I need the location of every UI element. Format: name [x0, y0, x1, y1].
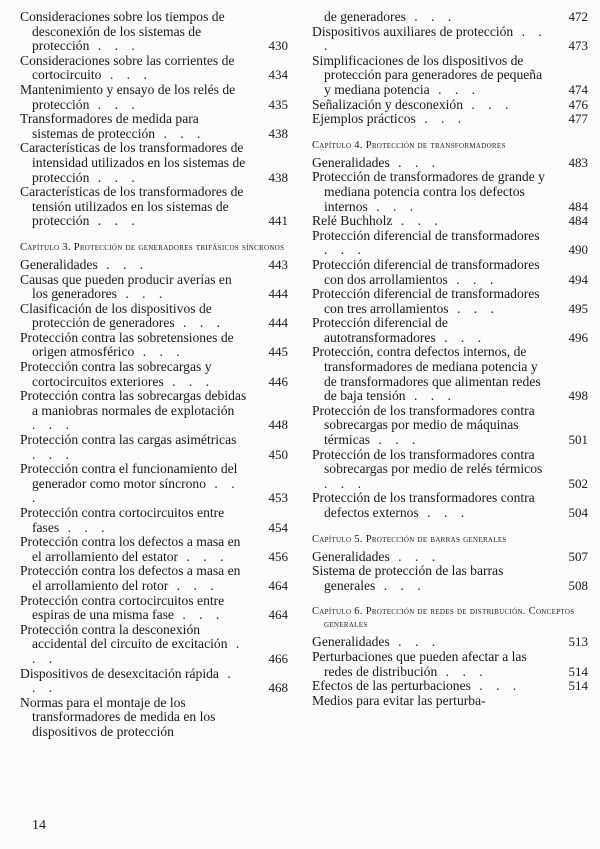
toc-entry [312, 229, 588, 258]
toc-entry-page: 454 [268, 519, 288, 535]
toc-entry-page: 453 [268, 490, 288, 506]
toc-entry [312, 448, 588, 492]
toc-entry [312, 694, 588, 709]
toc-entry-title: Protección diferencial de transformadores [312, 227, 540, 243]
chapter-3-title: Protección de generadores trifásicos síncronos [73, 241, 285, 253]
toc-entry-page: 494 [568, 271, 588, 287]
toc-leader-dots: . . . [324, 242, 366, 258]
toc-entry-title: Protección de los transformadores contra sobrecargas por medio de máquinas térmicas [312, 402, 535, 448]
toc-entry-page: 514 [568, 663, 588, 679]
toc-leader-dots: . . . [429, 81, 481, 97]
toc-entry-title: Protección contra cortocircuitos entre espiras de una misma fase [20, 592, 225, 623]
toc-leader-dots: . . . [389, 154, 441, 170]
toc-entry-title: Mantenimiento y ensayo de los relés de protección [20, 81, 236, 112]
toc-entry-page: 444 [268, 286, 288, 302]
toc-entry-page: 513 [568, 634, 588, 650]
toc-entry [312, 404, 588, 448]
toc-entry-page: 466 [268, 650, 288, 666]
toc-leader-dots: . . . [370, 432, 421, 448]
chapter-4-label: Capítulo 4. [312, 139, 363, 151]
toc-entry-title: Señalización y desconexión [312, 96, 463, 112]
toc-entry [20, 535, 288, 564]
toc-leader-dots: . . . [448, 300, 499, 316]
toc-leader-dots: . . . [89, 96, 140, 112]
toc-entry [20, 594, 288, 623]
toc-entry-page: 514 [568, 678, 588, 694]
toc-entry-title: Protección contra las cargas asimétricas [20, 432, 237, 448]
toc-leader-dots: . . . [418, 505, 470, 520]
toc-entry-page: 501 [568, 432, 588, 448]
toc-entry [312, 679, 588, 694]
toc-entry [312, 650, 588, 679]
right-entries-d [312, 635, 588, 708]
toc-entry-title: Consideraciones sobre los tiempos de desconexión de los sistemas de protección [20, 9, 225, 54]
toc-entry-title: Protección, contra defectos internos, de transformadores de mediana potencia y de transformadores que alimentan redes de baja tensión [312, 344, 541, 404]
toc-leader-dots: . . . [173, 607, 225, 623]
right-column [312, 10, 588, 708]
toc-entry-page: 456 [268, 548, 288, 564]
toc-entry-page: 464 [268, 577, 288, 593]
toc-entry-page: 468 [268, 680, 288, 696]
toc-leader-dots: . . . [32, 475, 240, 506]
toc-entry [312, 345, 588, 403]
toc-leader-dots: . . . [174, 315, 226, 331]
toc-entry-title: Protección diferencial de transformadores con tres arrollamientos [312, 286, 540, 316]
toc-entry-title: Clasificación de los dispositivos de protección de generadores [20, 300, 212, 331]
toc-entry [20, 389, 288, 433]
toc-entry-page: 504 [568, 505, 588, 520]
toc-leader-dots: . . . [97, 256, 149, 272]
toc-entry [312, 491, 588, 520]
toc-entry-title: Simplificaciones de los dispositivos de protección para generadores de pequeña y mediana potencia [312, 52, 543, 97]
toc-entry-title: Ejemplos prácticos [312, 111, 416, 127]
toc-entry [20, 258, 288, 273]
toc-entry [20, 433, 288, 462]
toc-leader-dots: . . . [389, 548, 441, 564]
toc-entry-title: Generalidades [312, 154, 390, 170]
toc-leader-dots: . . . [392, 213, 443, 229]
toc-entry-title: Perturbaciones que pueden afectar a las redes de distribución [312, 648, 527, 679]
toc-entry-title: Transformadores de medida para sistemas de protección [20, 111, 199, 141]
toc-entry [312, 98, 588, 113]
toc-leader-dots: . . . [32, 636, 245, 666]
left-column [20, 10, 288, 740]
toc-entry [312, 170, 588, 214]
toc-entry-page: 476 [568, 96, 588, 112]
toc-entry [312, 112, 588, 127]
toc-entry [20, 667, 288, 696]
toc-entry-page: 472 [568, 9, 588, 24]
toc-entry-title: Sistema de protección de las barras generales [312, 563, 504, 593]
toc-entry-title: Protección contra las sobrecargas debidas a maniobras normales de explotación [20, 388, 247, 418]
toc-leader-dots: . . . [59, 519, 110, 535]
left-entries-a [20, 10, 288, 229]
toc-entry-title: Protección de transformadores de grande y mediana potencia contra los defectos internos [312, 169, 545, 214]
toc-leader-dots: . . . [89, 169, 140, 185]
right-entries-c [312, 550, 588, 594]
toc-leader-dots: . . . [89, 213, 140, 229]
toc-entry [20, 623, 288, 667]
toc-leader-dots: . . . [32, 665, 236, 696]
toc-entry-title: Efectos de las perturbaciones [312, 678, 471, 694]
toc-entry [312, 550, 588, 565]
toc-entry [20, 141, 288, 185]
toc-entry [312, 316, 588, 345]
toc-leader-dots: . . . [155, 125, 206, 141]
toc-entry-title: Protección contra las sobretensiones de origen atmosférico [20, 329, 234, 360]
toc-entry-page: 435 [268, 96, 288, 112]
toc-entry-title: Generalidades [20, 256, 98, 272]
toc-entry-page: 430 [268, 38, 288, 54]
toc-entry-title: Protección contra los defectos a masa en el arrollamiento del rotor [20, 563, 241, 593]
toc-entry-page: 483 [568, 154, 588, 170]
toc-entry [312, 10, 588, 25]
toc-entry [20, 564, 288, 593]
toc-leader-dots: . . . [415, 111, 467, 127]
toc-entry-title: Protección contra el funcionamiento del generador como motor síncrono [20, 461, 238, 491]
chapter-6-title: Protección de redes de distribución. Conceptos generales [324, 606, 575, 631]
toc-entry [312, 25, 588, 54]
chapter-5-label: Capítulo 5. [312, 533, 363, 545]
toc-entry-page: 450 [268, 446, 288, 462]
chapter-5-heading [312, 533, 588, 546]
toc-leader-dots: . . . [324, 475, 366, 491]
toc-entry-page: 502 [568, 475, 588, 491]
toc-entry-title: Generalidades [312, 634, 390, 650]
toc-leader-dots: . . . [389, 634, 441, 650]
toc-entry-page: 434 [268, 67, 288, 83]
toc-leader-dots: . . . [101, 67, 152, 83]
toc-entry [312, 258, 588, 287]
chapter-4-title: Protección de transformadores [365, 139, 506, 151]
toc-entry [20, 331, 288, 360]
toc-entry-title: Protección contra cortocircuitos entre fases [20, 505, 225, 535]
toc-leader-dots: . . . [405, 9, 457, 24]
chapter-6-label: Capítulo 6. [312, 606, 363, 618]
toc-entry-page: 498 [568, 388, 588, 404]
toc-entry-page: 438 [268, 125, 288, 141]
toc-leader-dots: . . . [405, 388, 456, 404]
toc-entry-title: Características de los transformadores de tensión utilizados en los sistemas de protección [20, 184, 244, 229]
toc-entry-page: 473 [568, 38, 588, 54]
toc-entry [312, 564, 588, 593]
toc-entry-page: 507 [568, 548, 588, 564]
toc-entry-page: 446 [268, 373, 288, 389]
toc-entry-page: 438 [268, 169, 288, 185]
toc-entry [20, 302, 288, 331]
toc-leader-dots: . . . [375, 577, 426, 593]
toc-entry [312, 54, 588, 98]
chapter-3-label: Capítulo 3. [20, 241, 71, 253]
toc-entry [312, 287, 588, 316]
toc-entry-page: 444 [268, 315, 288, 331]
toc-entry-title: Protección contra la desconexión accidental del circuito de excitación [20, 621, 228, 652]
toc-entry-title: Protección de los transformadores contra sobrecargas por medio de relés térmicos [312, 446, 543, 477]
toc-entry-page: 477 [568, 111, 588, 127]
toc-leader-dots: . . . [367, 198, 419, 214]
toc-leader-dots: . . . [32, 446, 74, 462]
toc-entry-page: 484 [568, 213, 588, 229]
chapter-5-title: Protección de barras generales [365, 533, 507, 545]
toc-entry [312, 214, 588, 229]
right-entries-a [312, 10, 588, 127]
toc-entry-page: 441 [268, 213, 288, 229]
toc-leader-dots: . . . [447, 271, 499, 287]
left-entries-b [20, 258, 288, 740]
toc-entry [312, 635, 588, 650]
toc-entry-title: Generalidades [312, 548, 390, 564]
toc-entry-title: Causas que pueden producir averías en los generadores [20, 271, 232, 302]
toc-leader-dots: . . . [168, 577, 219, 593]
toc-entry-title: Consideraciones sobre las corrientes de cortocircuito [20, 52, 235, 83]
toc-entry-page: 448 [268, 417, 288, 433]
toc-entry-page: 474 [568, 81, 588, 97]
toc-entry-page: 484 [568, 198, 588, 214]
toc-leader-dots: . . . [163, 373, 215, 389]
toc-entry-title: Relé Buchholz [312, 213, 393, 229]
toc-entry-page: 495 [568, 300, 588, 316]
toc-entry-title: Dispositivos auxiliares de protección [312, 23, 514, 39]
chapter-4-heading [312, 139, 588, 152]
toc-entry-title: Dispositivos de desexcitación rápida [20, 665, 219, 681]
toc-leader-dots: . . . [324, 23, 547, 54]
toc-entry [20, 10, 288, 54]
toc-entry-page: 490 [568, 242, 588, 258]
toc-entry [20, 273, 288, 302]
toc-entry-page: 445 [268, 344, 288, 360]
toc-entry [20, 506, 288, 535]
toc-entry [20, 83, 288, 112]
toc-entry [20, 462, 288, 506]
toc-leader-dots: . . . [116, 286, 168, 302]
toc-entry [20, 696, 288, 740]
toc-entry [312, 156, 588, 171]
toc-entry-title: Normas para el montaje de los transformadores de medida en los dispositivos de protección [20, 694, 216, 739]
toc-leader-dots: . . . [463, 96, 514, 112]
page-number: 14 [32, 818, 46, 833]
toc-entry [20, 360, 288, 389]
toc-entry-title: Protección diferencial de transformadores con dos arrollamientos [312, 256, 540, 287]
toc-entry-title: Protección contra las sobrecargas y cortocircuitos exteriores [20, 359, 212, 389]
toc-entry-title: Protección diferencial de autotransformadores [312, 315, 448, 345]
toc-entry-title: Medios para evitar las perturba- [312, 692, 486, 708]
toc-entry-page: 443 [268, 256, 288, 272]
right-entries-b [312, 156, 588, 521]
toc-entry [20, 54, 288, 83]
toc-entry [20, 185, 288, 229]
chapter-6-heading [312, 605, 588, 631]
toc-leader-dots: . . . [89, 38, 140, 54]
toc-leader-dots: . . . [32, 417, 74, 433]
toc-entry-title: de generadores [324, 9, 406, 24]
toc-leader-dots: . . . [134, 344, 185, 360]
toc-entry [20, 112, 288, 141]
toc-leader-dots: . . . [178, 548, 229, 564]
toc-entry-page: 508 [568, 577, 588, 593]
toc-leader-dots: . . . [470, 678, 522, 694]
toc-leader-dots: . . . [435, 329, 487, 345]
toc-entry-title: Protección contra los defectos a masa en el arrollamiento del estator [20, 534, 241, 564]
toc-leader-dots: . . . [437, 663, 488, 679]
chapter-3-heading [20, 241, 288, 254]
toc-entry-page: 464 [268, 607, 288, 623]
toc-entry-title: Protección de los transformadores contra defectos externos [312, 490, 535, 520]
toc-entry-page: 496 [568, 329, 588, 345]
toc-entry-title: Características de los transformadores de intensidad utilizados en los sistemas de protección [20, 140, 246, 185]
